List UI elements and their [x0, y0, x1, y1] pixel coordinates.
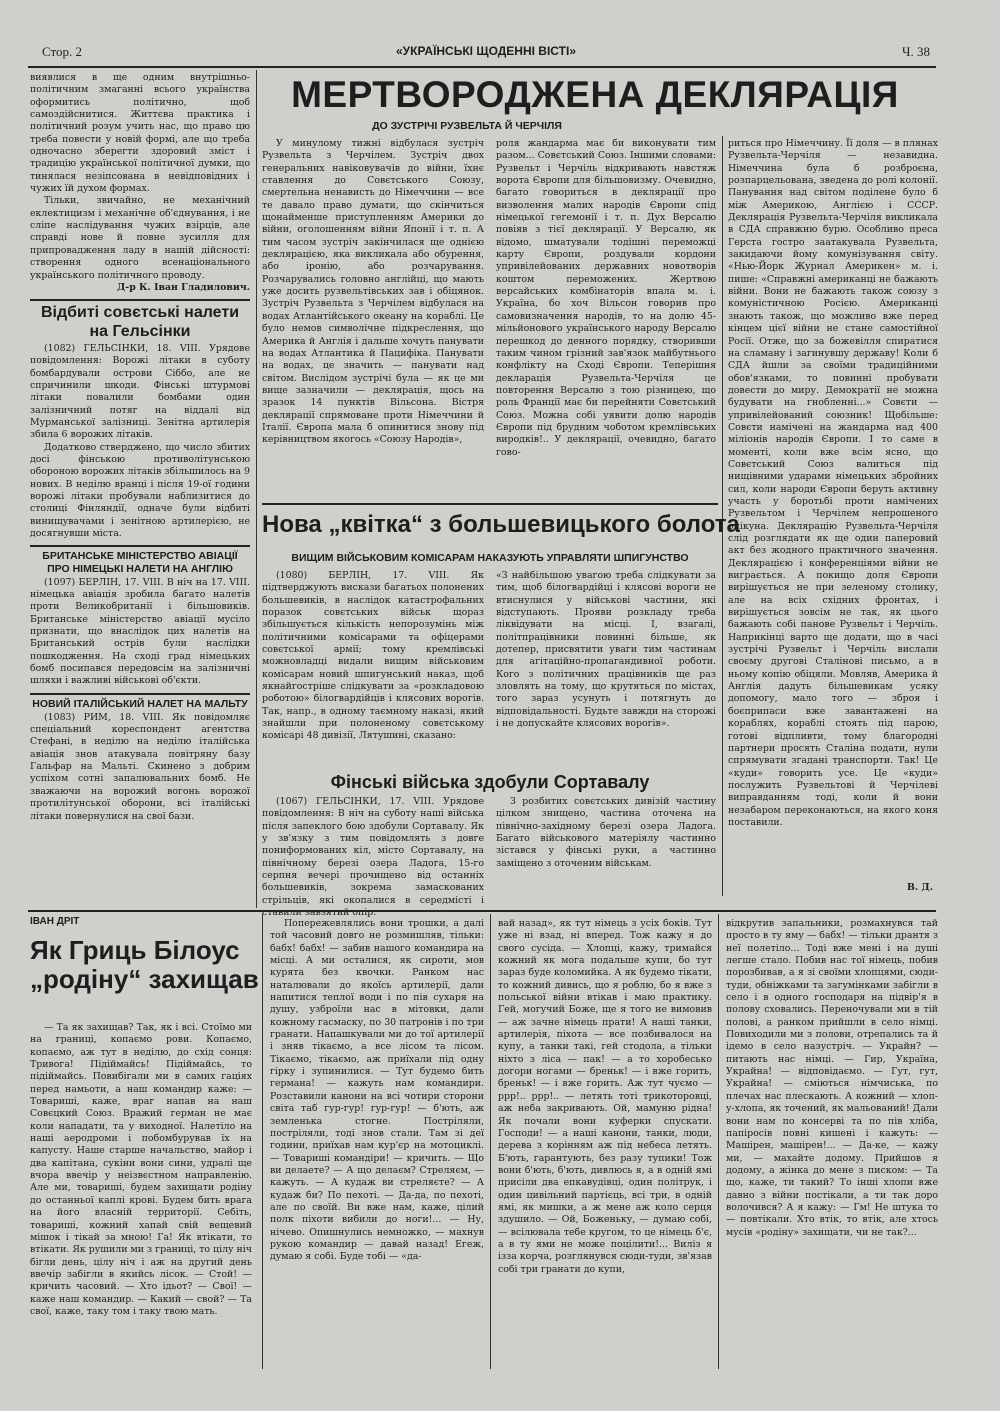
sortavala-column-1 — [262, 796, 484, 919]
declaration-column-3 — [728, 138, 938, 880]
story-column-3 — [498, 918, 712, 1368]
story-column-2 — [270, 918, 484, 1368]
headline-nova-kvitka: Нова „квітка“ з большевицького болота — [262, 511, 740, 538]
story-column-1 — [30, 1022, 252, 1367]
article-paragraph: Додатково стверджено, що число збитих досі фінською противолітунською обороною ворожих літаків збільшилось на 9 нових. В неділю вранці і після 19-ої години ворожі літаки пробували наблизитися до столиці Фінляндії, одначе були відбиті винищувачами і зенітною артилерією, не досягнувши міста. — [30, 441, 250, 540]
article-paragraph: (1083) РИМ, 18. VIII. Як повідомляє спеціальний кореспондент агентства Стефані, в неділю на неділю італійська авіація знов атакувала повітряну базу Гальфар на Мальті. Скинено з добрим успіхом сотні запалювальних бомб. Не зважаючи на ворожий вогонь ворожої протилітунської оборони, всі італійські літаки повернулися на свої бази. — [30, 711, 250, 822]
article-paragraph: Попережевлялись вони трошки, а далі той часовий довго не розмишляв, тільки: бабх! бабх! — забив нашого командира на місці. А ми осталися, як сироти, мов курята без квочки. Ранком нас наталювали до якоїсь артилерії, дали напитися теплої води і по пів сухаря на душу, узброїли нас в мітовки, дали кожному гасмаску, по 30 патронів і по три гранати. Напашкували ми до тої артилерії і зняв тікаємо, а все лісом та лісом. Тікаємо, тікаємо, аж приїхали під одну гірку і зупинилися. — Тут будемо бить гермaна! — кажуть нам командири. Розставили канони на всі чотири сторони світа таб гур-гур! гур-гур! — б'ють, аж земленька стогне. Постріляли, постріляли, тоді знов стали. Там зі деї години, приїхав нам кур'єр на мотоциклі. — Товариші командіри! — кричить. — Що ви делаете? — А що делаєм? Стреляєм, — кажуть. — А кудаж ви стреляєте? — А кудаж би? По пехоті. — Да-да, по пехоті, але по своїй. Ви вже нам, каже, цілий полк піхоти вибили до ноги!... — Ну, нічево. Опишнулись немножко, — махнув рукою командир — давай назад! Егеж, думаю я собі. Буде тобі — «да- — [270, 918, 484, 1263]
running-header — [42, 44, 930, 64]
divider — [30, 299, 250, 301]
subheadline-nova-kvitka: ВИЩИМ ВІЙСЬКОВИМ КОМІСАРАМ НАКАЗУЮТЬ УПРАВЛЯТИ ШПИГУНСТВО — [291, 552, 689, 564]
headline-helsinki: Відбиті совєтські налети на Гельсінки — [40, 304, 240, 340]
headline-british-ministry: БРИТАНСЬКЕ МІНІСТЕРСТВО АВІАЦІЇ ПРО НІМЕЦЬКІ НАЛЕТИ НА АНГЛІЮ — [42, 550, 238, 575]
headline-malta: НОВИЙ ІТАЛІЙСЬКИЙ НАЛЕТ НА МАЛЬТУ — [32, 697, 248, 710]
column-rule — [718, 914, 719, 1369]
article-paragraph: виявлися в ще одним внутрішньо-політичним змаганні всього українства оформитись політично, щоб самоздійснитися. Життєва практика і політичний розум учить нас, що право цю треба повести у новій формі, але що треба одночасно зберегти здоровий зміст і традицію української політичної думки, що тинялася незіпсована в невідповідних і чужих їй духом формах. — [30, 72, 250, 195]
nova-column-2 — [496, 570, 716, 768]
article-paragraph: (1067) ГЕЛЬСІНКИ, 17. VIII. Урядове повідомлення: В ніч на суботу наші війська після запеклого бою здобули Сортавалу. Як у зв'язку з тим повідомлять з довге пониформованих кіл, місто Сортавалу, на північному березі озера Ладога, 15-го серпня вечері прочищено від останніх большевиків, зокрема замаскованих стрільців, які окопалися в середмісті і ставили завзятий опір. — [262, 796, 484, 919]
article-paragraph: вай назад», як тут німець з усіх боків. Тут уже ні взад, ні вперед. Тож кажу я до свого сусіда. — Хлопці, кажу, тримайся кожний як мога подальше купи, бо тут зараз буде коломийка. А як будемо тікати, то кожний дивись, що я роблю, бо я вже з польської війни втікав і маю практику. Гей, могучий Боже, ще я того не вимовив — аж зачне німець прати! А наші танки, артилерія, піхота — все позбивалося на купу, а танки такі, гей стодола, а тільки ніхто з ліса — пак! — а то хоробесько догори ногами — бреньк! — і вже горить, бреньк! — і вже горить. Аж тут чуємо — ррр!.. ррр!.. — летять тоті трикоторовці, аж неба закривають. Ой, мамуню рідна! Як почали вони куферки спускати. Господи! — а наші канони, танки, люди, дерева з корінням аж під небеса летять. Б'ють, гарантують, без разу тупики! Тож вони б'ють, б'ють, дивлюсь я, а в одній ямі присіли два епкавудівці, один політрук, і один цивільний партієць, всі три, в одній ямі, як мишки, а ж мене аж коло серця здушило. — Ой, Боженьку, — думаю собі, — всілювала тебе кругом, то це німець б'є, а в ту ями не може поцілити!... Виліз я ізза корча, розглянувся сюди-туди, зв'язав собі три гранати до купи, — [498, 918, 712, 1275]
article-paragraph: відкрутив запальники, розмахнувся тай просто в ту яму — бабх! — тільки дрантя з неї полетіло... Тоді вже мені і на душі легше стало. Побив нас тої німець, побив порозбивав, а я зі своїми хлопцями, сюди-туди, обніжками та загумінками забігли в село і в одного господаря на підвір'я в полову сховались. Переночували ми в тій полові, а ранком прийшли в село німці. Повиходили ми з полови, отрепались та й ідемо в село назустріч. — Украйн? — питають нас німці. — Гир, Україна, Украйна! — відповідаємо. — Гут, гут, Украйна! — сміються німчиська, по плечах нас плескають. А кожний — хлоп-у-хлопа, як точений, як мальований! Дали вони нам по консерві та по пів хліба, папіросів повні кишені і кажуть: — Машірен, машірен!... — Да-ке, — кажу ми, — махайте додому. Прийшов я додому, а жінка до мене з писком: — Та що, каже, ти такий? То інші хлопи вже давно з війни постікали, а ти так доро волочився? А я кажу: — Гм! Не штука то — повтікали. Хто втік, то втік, але хтось мусів «родіну» захищати, чи не так?... — [726, 918, 938, 1238]
column-rule — [256, 70, 257, 908]
story-title: Як Гриць Білоус „родіну“ захищав — [30, 935, 259, 994]
newspaper-title: «УКРАЇНСЬКІ ЩОДЕННІ ВІСТІ» — [396, 44, 576, 58]
subheadline-declaration: ДО ЗУСТРІЧІ РУЗВЕЛЬТА Й ЧЕРЧІЛЯ — [372, 120, 562, 132]
column-rule — [262, 914, 263, 1369]
article-paragraph: «З найбільшою увагою треба слідкувати за тим, щоб білогвардійці і клясові вороги не втиснулися у військові частини, які відступають. Прояви розкладу треба ліквідувати на місці. І, взагалі, політпрацівники повинні більше, як дотепер, присвятити уваги тим частинам для агітаційно-пропагандивної роботи. Кого з політичних працівників ще раз зловлять на тому, що крутяться по містах, того зараз усунуть і потягнуть до відповідальності. Будьте завжди на сторожі і не допускайте клясових ворогів». — [496, 570, 716, 730]
headline-sortavala: Фінські війська здобули Сортавалу — [330, 772, 650, 792]
nova-column-1 — [262, 570, 484, 768]
article-paragraph: — Та як захищав? Так, як і всі. Стоїмо ми на границі, копаємо рови. Копаємо, копаємо, аж тут в неділю, до схід сонця: Тривога! Підіймайсь! Підіймайсь, то підіймайсь. Повибігали ми в самих гаціях перед намьоти, а наш командир каже: — Товариші, каже, враг напав на наш Совєцкий Союз. Вражий герман не має коли нападати, та у виходної. Налетіло на наші аеродроми і побомбурував їх на капусту. Наше старше начальство, майор і два капітана, сукіни вони сини, удралі ще вчора ввечір у неізвєстном направленію. Але ми, товариші, будем захищати родіну до останньої каплі крові. Будем бить врага на його власній территорії. Себіть, товариші, кожний хапай свій вещевий мішок і тікай за мною! Га! Як втікати, то втікати. Як рушили ми з границі, то цілу ніч бігли день, цілу ніч і аж на другий день ввечір забігли в якийсь лісок. — Стой! — кричить часовий. — Хто ідьот? — Свої! — каже наш командир. — Какий — свой? — Та свої, каже, таку том і таку твою мать. — [30, 1022, 252, 1317]
divider — [30, 545, 250, 547]
headline-declaration: МЕРТВОРОДЖЕНА ДЕКЛЯРАЦІЯ — [291, 74, 899, 115]
issue-number: Ч. 38 — [902, 44, 930, 59]
declaration-column-2 — [496, 138, 716, 494]
article-signature: Д-р К. Іван Гладилович. — [116, 281, 250, 293]
story-column-4 — [726, 918, 938, 1368]
declaration-signature: В. Д. — [906, 882, 933, 893]
article-paragraph: роля жандарма має би виконувати тим разом... Совєтський Союз. Іншими словами: Рузвельт і Черчіль відкривають навстяж ворота Європи для більшовизму. Очевидно, багато говориться в деклярації про визволення малих народів Європи спід німецької гегемонії і т. п. Дух Версалю повіяв з тієї деклярації. У Версалю, як відомо, шматували тодішні переможці карту Європи, роздували кордони упривілейованих державних новотворів коштом переможених. Жертвою версайських комбінаторів впала м. і. Україна, бо хоч Вільсон говорив про самовизначення народів, то на долю 45-мільйонового українського народу Версалю перешкод до денного порядку, створивши таким чином грізний зав'язок майбутнього конфлікту на Сході Європи. Теперішня декларація Рузвельта-Черчіля це повторення Версалю з тою різницею, що роль Франції має би перейняти Совєтський Союз. Можна собі уявити долю народів Європи під брудним чоботом кремлівських виродків!.. У деклярації, очевидно, багато гово- — [496, 138, 716, 458]
sortavala-column-2 — [496, 796, 716, 906]
divider — [28, 910, 936, 912]
column-rule — [490, 914, 491, 1369]
declaration-column-1 — [262, 138, 484, 494]
article-paragraph: (1097) БЕРЛІН, 17. VIII. В ніч на 17. VIII. німецька авіація зробила багато налетів проти Великобританії і більшовиків. Британське міністерство авіації мусіло признати, що внаслідок цих налетів на Британський острів були наслідки пошкодження. На сході град німецьких бомб посипався передовсім на залізничні шляхи і важливі військові об'єкти. — [30, 576, 250, 687]
article-paragraph: Тільки, звичайно, не механічний еклектицизм і механічне об'єднування, і не сліпе наслідування чужих взірців, але справді нове й повне зусилля для припровадження ладу в нашій дійсності: створення одного всенаціонального українського політичного проводу. — [30, 195, 250, 281]
article-paragraph: риться про Німеччину. Її доля — в плянах Рузвельта-Черчіля — незавидна. Німеччина була б розброєна, розпарцельована, зведена до ролі колонії. Панування над світом поділене було б між Америкою, Англією і СССР. Деклярація Рузвельта-Черчіля викликала в СДА справжню бурю. Особливо преса Герста гостро заатакувала Рузвельта, закидаючи йому комунізування світу. «Нью-Йорк Журнал Америкен» м. і. пише: «Справжні американці не бажають війни. Вони не бажають також союзу з комуністичною Росією. Американці знають також, що можливо вже перед кінцем цієї війни не стане самостійної Росії. Отже, що за божевілля спиратися на сламану і загинувшу державу! Коли б СДА йшли за своїми традиційними обов'язками, то повинні пробувати довести до миру. Демократії не можна будувати на гнобленні...» Совєти — упривілейований союзник! Щобільше: Совєти намічені на жандарма над 400 міліонів народів Європи. І то саме в моменті, коли вже всім ясно, що Совєтський Союз валиться під нищівними ударами німецьких збройних сил, коли народи Європи беруть активну участь у боротьбі проти намічених Рузвельтом і Черчілем непрошеного опікуна. Деклярацію Рузвельта-Черчіля слід розглядати як ще один паперовий акт без жодного практичного значення. Деклярацією і конференціями війни не виграється. А покищо доля Європи вирішується не при зеленому столику, але на всіх східних фронтах, і вирішується зовсім не так, як цього бажають собі панове Рузвельт і Черчіль. Наприкінці варто ще додати, що в часі зустрічі Рузвельт і Черчіль вислали своєму другові Сталінові письмо, а в ньому копію обіцяли. Мовляв, Америка й Англія дадуть більшевикам усяку допомогу, мало того — зброя і боєприпаси вже завантажені на кораблях, кораблі стоять під парою, готові відпливти, тому благородні партнери просять Сталіна подати, нули спрямувати згадані транспорти. Так! Це «куди» говорить усе. Це «куди» послужить Рузвельтові й Черчілеві виправданням тоді, коли й вони незабаром переконаються, на якого коня поставили. — [728, 138, 938, 828]
article-paragraph: У минулому тижні відбулася зустріч Рузвельта з Черчілем. Зустріч двох генеральних навіковувачів до війни, їхнє ставлення до Совєтського Союзу, смертельна ненависть до Німеччини — все те давало право думати, що скінчиться щонайменше приступленням Америки до війни, оголошенням війни Японії і т. п. А тим часом зустріч закінчилася ще однією деклярацією, яка викликала або обурення, або іронію, або розчарування. Розчарувались головно англійці, що мають уже досить рузвельтівських зав і обіцянок. Зустріч Рузвельта з Черчілем відбулася на водах Атлантійського океану на кораблі. Це було немов символічне підкреслення, що Америка й Англія і дальше хочуть панувати на водах Атлантика й Пацифіка. Панувати на водах, це значить — панувати над світом. Вислідом зустрічі була — як це ми вище зазначили — деклярація, щось на зразок 14 пунктів Вільсона. Вістря деклярації спрямоване проти Німеччини й Італії. Європа мала б опинитися знову під керівництвом якогось «Союзу Народів», — [262, 138, 484, 446]
story-author: ІВАН ДРІТ — [30, 916, 80, 927]
left-column — [30, 72, 250, 908]
article-paragraph: (1082) ГЕЛЬСІНКИ, 18. VIII. Урядове повідомлення: Ворожі літаки в суботу бомбардували острови Сіббо, але не спричинили шкоди. Фінські штурмові літаки повалили бомбами один залізничний потяг на віддалі від Мурманської залізниці. Зенітна артилерія збила 6 ворожих літаків. — [30, 342, 250, 441]
article-paragraph: (1080) БЕРЛІН, 17. VIII. Як підтверджують вискази багатьох полонених большевиків, в наслідок катастрофальних поразок совєтських військ щораз збільшується кількість непорозумінь між політичними комісарами та офіцерами совєтської армії; тому кремлівські можновладці видали вищим військовим комісарам новий шпигунський наказ, щоб якнайгостріше слідкувати за «розкладовою роботою» білогвардійців і клясових ворогів. Так, напр., в одному таємному наказі, який знайшли при полоненому совєтському комісарі 48 дивізії, Лятушині, сказано: — [262, 570, 484, 742]
article-paragraph: З розбитих совєтських дивізій частину цілком знищено, частина оточена на північно-західному березі озера Ладога. Багато військового матеріялу частинно зістався у фінські руки, а частинно заміщено з оточеним військам. — [496, 796, 716, 869]
divider — [262, 503, 718, 505]
divider — [30, 693, 250, 695]
header-rule — [28, 66, 936, 68]
page-number: Стор. 2 — [42, 44, 83, 59]
